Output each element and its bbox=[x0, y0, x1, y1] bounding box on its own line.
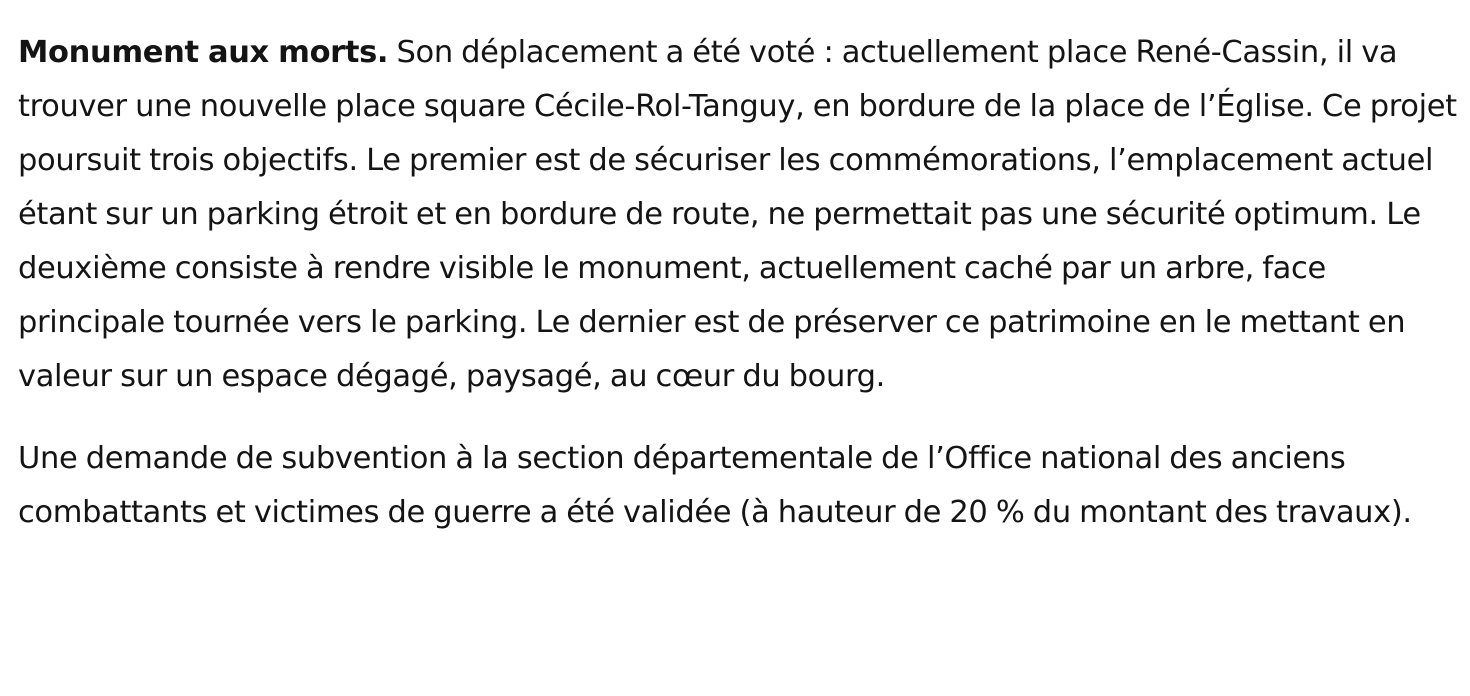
paragraph-monument bbox=[18, 26, 1463, 404]
paragraph-subvention bbox=[18, 432, 1463, 540]
paragraph-text: Une demande de subvention à la section départementale de l’Office national des anciens combattants et victimes de guerre a été validée (à hauteur de 20 % du montant des travaux). bbox=[18, 441, 1412, 530]
article-body bbox=[18, 26, 1463, 568]
paragraph-lead: Monument aux morts. bbox=[18, 35, 389, 70]
paragraph-text: Son déplacement a été voté : actuellement place René-Cassin, il va trouver une nouvelle place square Cécile-Rol-Tanguy, en bordure de la place de l’Église. Ce projet poursuit trois objectifs. Le premier est de sécuriser les commémorations, l’emplacement actuel étant sur un parking étroit et en bordure de route, ne permettait pas une sécurité optimum. Le deuxième consiste à rendre visible le monument, actuellement caché par un arbre, face principale tournée vers le parking. Le dernier est de préserver ce patrimoine en le mettant en valeur sur un espace dégagé, paysagé, au cœur du bourg. bbox=[18, 35, 1457, 394]
